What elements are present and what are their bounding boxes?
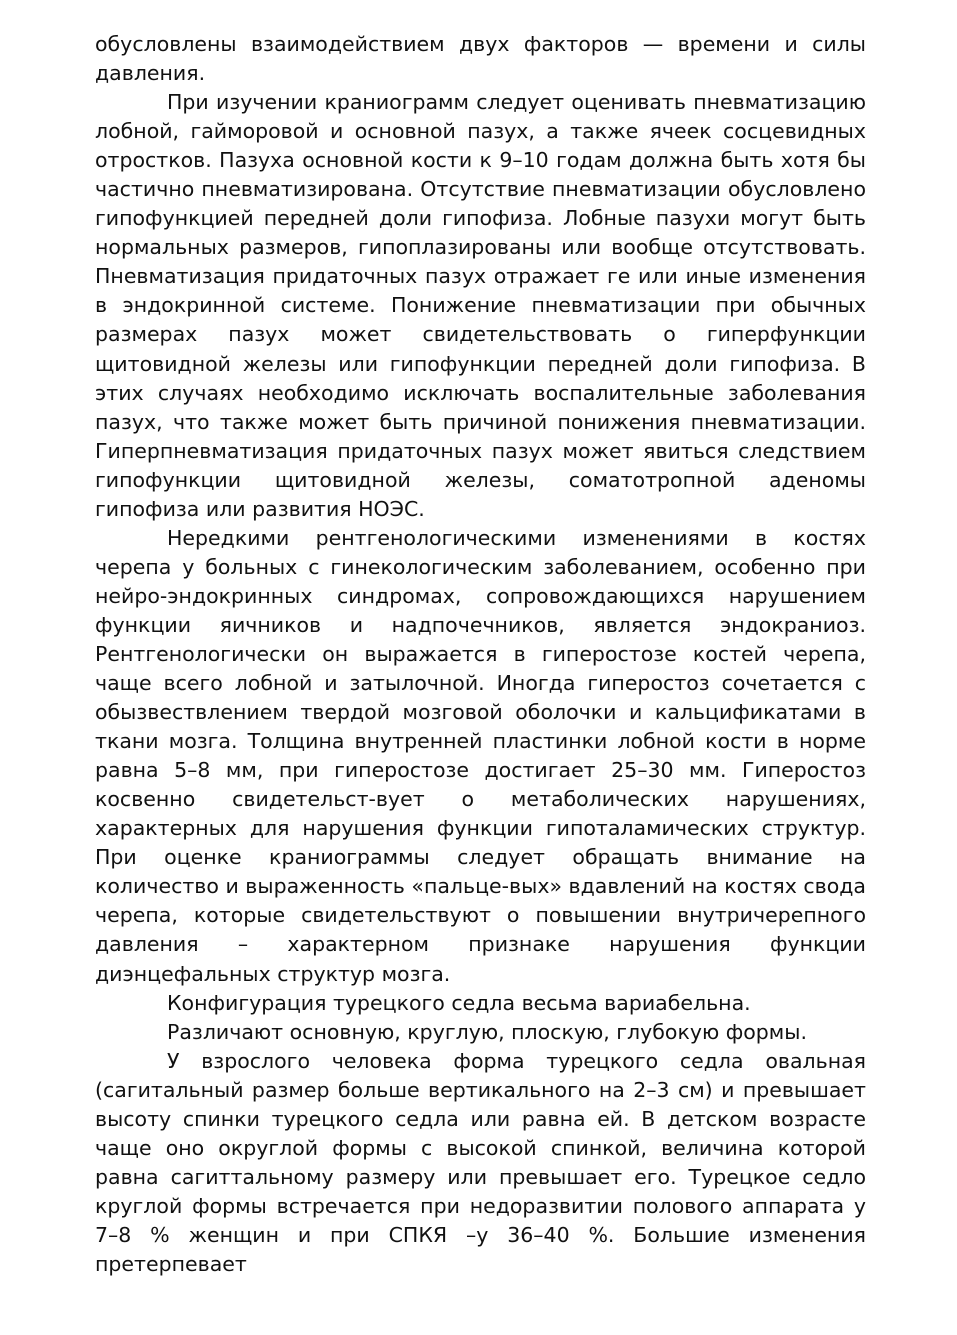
paragraph-1: обусловлены взаимодействием двух факторов — времени и силы давления. (95, 32, 866, 86)
paragraph-3: Нередкими рентгенологическими изменениями в костях черепа у больных с гинекологическим заболеванием, особенно при нейро-эндокринных синдромах, сопровождающихся нарушением функции яичников и надпочечников, является эндокраниоз. Рентгенологически он выражается в гиперостозе костей черепа, чаще всего лобной и затылочной. Иногда гиперостоз сочетается с обызвествлением твердой мозговой оболочки и кальцификатами в ткани мозга. Толщина внутренней пластинки лобной кости в норме равна 5–8 мм, при гиперостозе достигает 25–30 мм. Гиперостоз косвенно свидетельст-вует о метаболических нарушениях, характерных для нарушения функции гипоталамических структур. При оценке краниограммы следует обращать внимание на количество и выраженность «пальце-вых» вдавлений на костях свода черепа, которые свидетельствуют о повышении внутричерепного давления – характерном признаке нарушения функции диэнцефальных структур мозга. (95, 525, 866, 986)
paragraph-2: При изучении краниограмм следует оценивать пневматизацию лобной, гайморовой и основной пазух, а также ячеек сосцевидных отростков. Пазуха основной кости к 9–10 годам должна быть хотя бы частично пневматизирована. Отсутствие пневматизации обусловлено гипофункцией передней доли гипофиза. Лобные пазухи могут быть нормальных размеров, гипоплазированы или вообще отсутствовать. Пневматизация придаточных пазух отражает ге или иные изменения в эндокринной системе. Понижение пневматизации при обычных размерах пазух может свидетельствовать о гиперфункции щитовидной железы или гипофункции передней доли гипофиза. В этих случаях необходимо исключать воспалительные заболевания пазух, что также может быть причиной понижения пневматизации. Гиперпневматизация придаточных пазух может явиться следствием гипофункции щитовидной железы, соматотропной аденомы гипофиза или развития НОЭС. (95, 90, 866, 521)
paragraph-4: Конфигурация турецкого седла весьма вариабельна. (167, 990, 751, 1015)
paragraph-6: У взрослого человека форма турецкого седла овальная (сагитальный размер больше вертикального на 2–3 см) и превышает высоту спинки турецкого седла или равна ей. В детском возрасте чаще оно округлой формы с высокой спинкой, величина которой равна сагиттальному размеру или превышает его. Турецкое седло круглой формы встречается при недоразвитии полового аппарата у 7–8 % женщин и при СПКЯ –у 36–40 %. Большие изменения претерпевает (95, 1048, 866, 1276)
paragraph-5: Различают основную, круглую, плоскую, глубокую формы. (167, 1019, 807, 1044)
document-page (95, 30, 866, 1279)
